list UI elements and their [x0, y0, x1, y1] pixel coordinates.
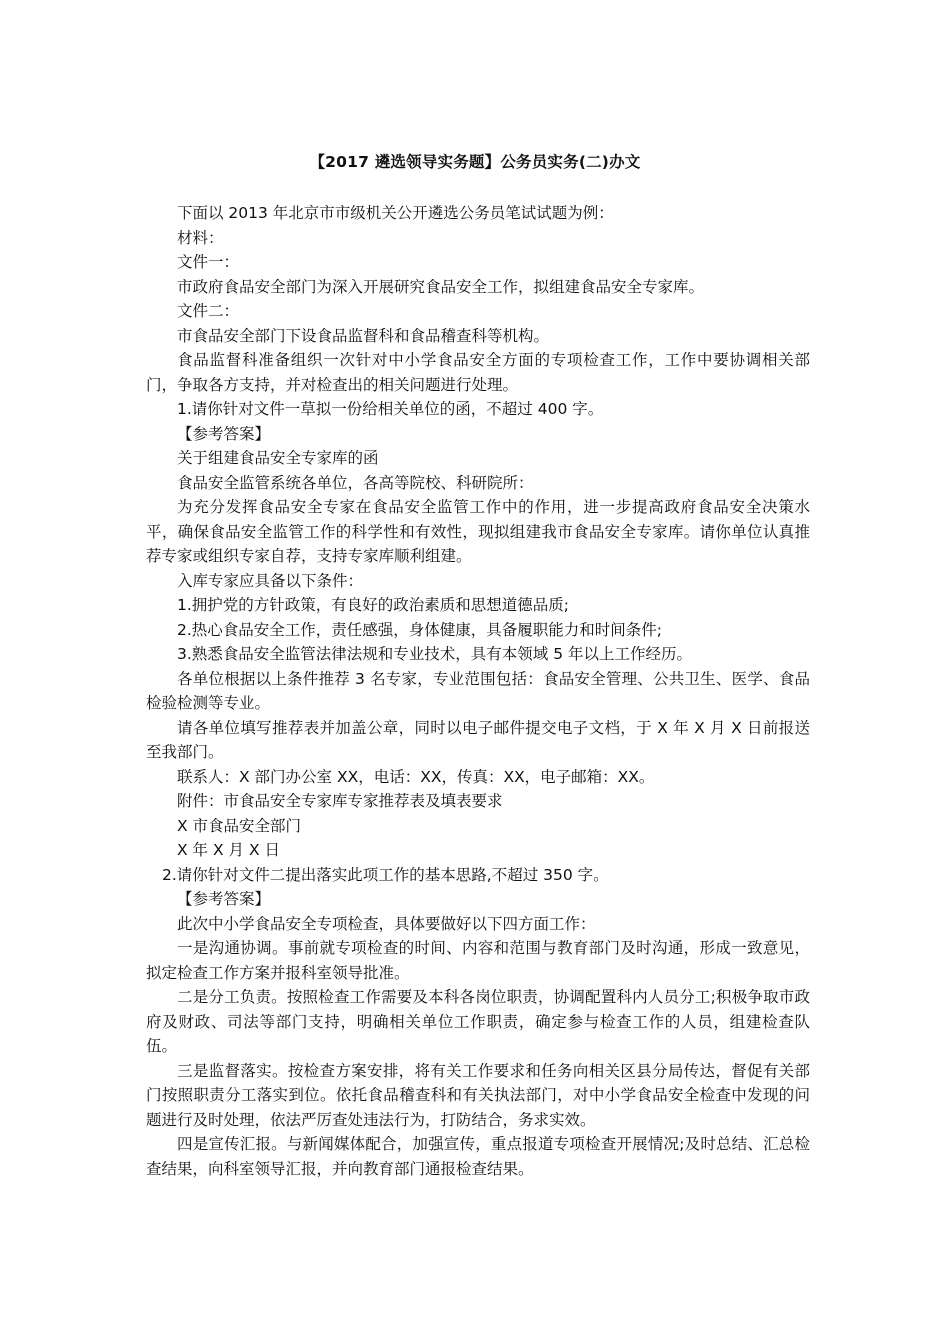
- paragraph-file-one-content: 市政府食品安全部门为深入开展研究食品安全工作，拟组建食品安全专家库。: [177, 277, 705, 296]
- document-body: [146, 201, 810, 1181]
- paragraph-question-two: 2.请你针对文件二提出落实此项工作的基本思路,不超过 350 字。: [162, 865, 609, 884]
- paragraph-letter-purpose: 为充分发挥食品安全专家在食品安全监管工作中的作用，进一步提高政府食品安全决策水平，确保食品安全监管工作的科学性和有效性，现拟组建我市食品安全专家库。请你单位认真推荐专家或组织专家自荐，支持专家库顺利组建。: [146, 498, 810, 565]
- paragraph-aspect-2: 二是分工负责。按照检查工作需要及本科各岗位职责，协调配置科内人员分工;积极争取市政府及财政、司法等部门支持，明确相关单位工作职责，确定参与检查工作的人员，组建检查队伍。: [146, 988, 810, 1055]
- paragraph-condition-2: 2.热心食品安全工作，责任感强，身体健康，具备履职能力和时间条件;: [177, 620, 663, 639]
- paragraph-recommendation: 各单位根据以上条件推荐 3 名专家，专业范围包括：食品安全管理、公共卫生、医学、食品检验检测等专业。: [146, 669, 810, 712]
- paragraph-aspect-4: 四是宣传汇报。与新闻媒体配合，加强宣传，重点报道专项检查开展情况;及时总结、汇总检查结果，向科室领导汇报，并向教育部门通报检查结果。: [146, 1135, 810, 1178]
- paragraph-intro: 下面以 2013 年北京市市级机关公开遴选公务员笔试试题为例：: [177, 204, 614, 222]
- paragraph-reference-answer-label-2: 【参考答案】: [177, 890, 271, 908]
- paragraph-conditions-intro: 入库专家应具备以下条件：: [177, 571, 364, 590]
- paragraph-signature-date: X 年 X 月 X 日: [177, 841, 280, 859]
- paragraph-file-one-label: 文件一：: [177, 253, 240, 271]
- paragraph-reference-answer-label-1: 【参考答案】: [177, 424, 271, 443]
- paragraph-attachment: 附件：市食品安全专家库专家推荐表及填表要求: [177, 792, 503, 810]
- paragraph-signature-dept: X 市食品安全部门: [177, 816, 302, 835]
- paragraph-letter-title: 关于组建食品安全专家库的函: [177, 449, 379, 467]
- paragraph-condition-3: 3.熟悉食品安全监管法律法规和专业技术，具有本领域 5 年以上工作经历。: [177, 645, 693, 663]
- paragraph-aspect-3: 三是监督落实。按检查方案安排，将有关工作要求和任务向相关区县分局传达，督促有关部门按照职责分工落实到位。依托食品稽查科和有关执法部门，对中小学食品安全检查中发现的问题进行及时处理，依法严厉查处违法行为，打防结合，务求实效。: [146, 1061, 810, 1129]
- paragraph-aspect-1: 一是沟通协调。事前就专项检查的时间、内容和范围与教育部门及时沟通，形成一致意见，拟定检查工作方案并报科室领导批准。: [146, 939, 810, 982]
- paragraph-file-two-content-2: 食品监督科准备组织一次针对中小学食品安全方面的专项检查工作，工作中要协调相关部门，争取各方支持，并对检查出的相关问题进行处理。: [146, 351, 810, 394]
- paragraph-file-two-label: 文件二：: [177, 302, 240, 320]
- paragraph-submission: 请各单位填写推荐表并加盖公章，同时以电子邮件提交电子文档，于 X 年 X 月 X 日前报送至我部门。: [146, 718, 810, 761]
- paragraph-condition-1: 1.拥护党的方针政策，有良好的政治素质和思想道德品质;: [177, 596, 570, 614]
- paragraph-material-label: 材料：: [177, 228, 224, 247]
- paragraph-letter-addressee: 食品安全监管系统各单位，各高等院校、科研院所：: [177, 473, 534, 492]
- paragraph-four-aspects-intro: 此次中小学食品安全专项检查，具体要做好以下四方面工作：: [177, 914, 596, 933]
- document-title: 【2017 遴选领导实务题】公务员实务(二)办文: [309, 153, 641, 171]
- paragraph-contact: 联系人：X 部门办公室 XX，电话：XX，传真：XX，电子邮箱：XX。: [177, 767, 655, 786]
- paragraph-question-one: 1.请你针对文件一草拟一份给相关单位的函，不超过 400 字。: [177, 400, 604, 418]
- paragraph-file-two-content-1: 市食品安全部门下设食品监督科和食品稽查科等机构。: [177, 326, 550, 345]
